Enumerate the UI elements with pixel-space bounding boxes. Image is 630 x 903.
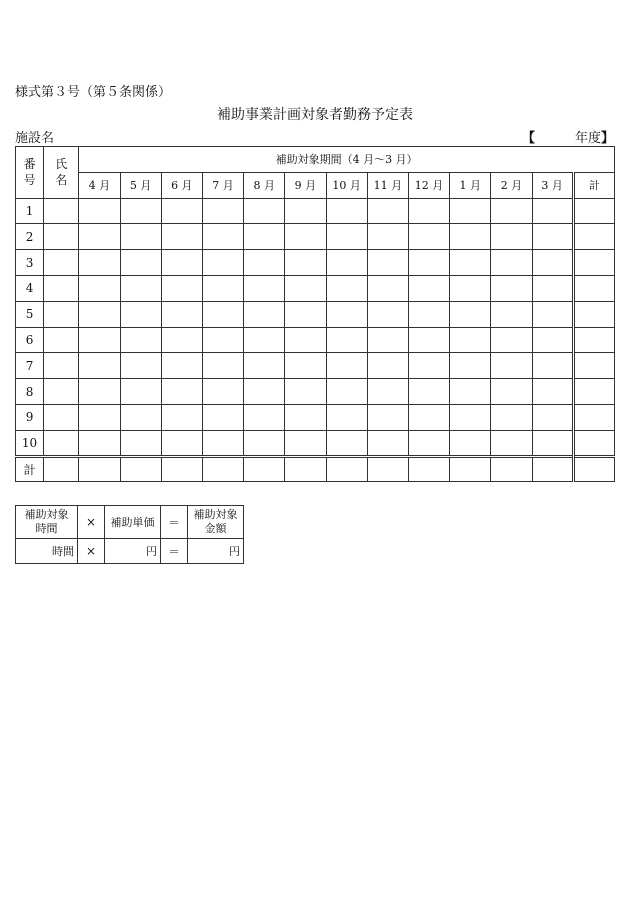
hours-cell[interactable] [450, 430, 491, 456]
hours-cell[interactable] [367, 301, 408, 327]
hours-cell[interactable] [408, 456, 449, 482]
hours-cell[interactable] [450, 275, 491, 301]
hours-value-cell[interactable]: 時間 [16, 539, 78, 564]
hours-cell[interactable] [532, 275, 573, 301]
hours-cell[interactable] [79, 404, 120, 430]
hours-cell[interactable] [450, 224, 491, 250]
hours-cell[interactable] [408, 353, 449, 379]
hours-cell[interactable] [367, 430, 408, 456]
hours-cell[interactable] [244, 353, 285, 379]
hours-cell[interactable] [161, 456, 202, 482]
hours-cell[interactable] [202, 250, 243, 276]
hours-cell[interactable] [202, 404, 243, 430]
amount-header: 補助対象 金額 [188, 506, 244, 539]
hours-cell[interactable] [450, 404, 491, 430]
table-row [16, 275, 615, 301]
month-header: 1 月 [450, 172, 491, 198]
row-total-cell[interactable] [573, 379, 614, 405]
hours-cell[interactable] [408, 404, 449, 430]
name-cell[interactable] [44, 456, 79, 482]
row-number: 3 [16, 250, 44, 276]
hours-cell[interactable] [79, 327, 120, 353]
hours-cell[interactable] [367, 353, 408, 379]
hours-cell[interactable] [79, 250, 120, 276]
hours-cell[interactable] [408, 379, 449, 405]
month-header: 5 月 [120, 172, 161, 198]
hours-cell[interactable] [491, 379, 532, 405]
hours-cell[interactable] [532, 301, 573, 327]
hours-cell[interactable] [161, 224, 202, 250]
row-total-cell[interactable] [573, 275, 614, 301]
hours-cell[interactable] [532, 456, 573, 482]
month-header: 7 月 [202, 172, 243, 198]
hours-cell[interactable] [367, 327, 408, 353]
table-row [16, 327, 615, 353]
hours-cell[interactable] [79, 353, 120, 379]
hours-cell[interactable] [202, 430, 243, 456]
hours-cell[interactable] [161, 250, 202, 276]
hours-cell[interactable] [244, 379, 285, 405]
hours-cell[interactable] [79, 456, 120, 482]
hours-cell[interactable] [326, 301, 367, 327]
name-cell[interactable] [44, 275, 79, 301]
row-number: 7 [16, 353, 44, 379]
hours-cell[interactable] [120, 301, 161, 327]
month-header-row [16, 172, 615, 198]
hours-cell[interactable] [244, 327, 285, 353]
hours-cell[interactable] [120, 198, 161, 224]
hours-cell[interactable] [450, 301, 491, 327]
hours-cell[interactable] [450, 198, 491, 224]
total-column-header: 計 [573, 172, 614, 198]
hours-cell[interactable] [326, 198, 367, 224]
row-total-cell[interactable] [573, 456, 614, 482]
table-row [16, 301, 615, 327]
hours-cell[interactable] [202, 224, 243, 250]
hours-cell[interactable] [367, 198, 408, 224]
hours-cell[interactable] [532, 379, 573, 405]
hours-cell[interactable] [161, 301, 202, 327]
hours-header: 補助対象 時間 [16, 506, 78, 539]
table-row [16, 224, 615, 250]
hours-cell[interactable] [367, 379, 408, 405]
row-number: 5 [16, 301, 44, 327]
hours-cell[interactable] [532, 430, 573, 456]
hours-cell[interactable] [202, 353, 243, 379]
hours-cell[interactable] [161, 198, 202, 224]
hours-cell[interactable] [120, 250, 161, 276]
name-cell[interactable] [44, 198, 79, 224]
hours-cell[interactable] [120, 430, 161, 456]
year-bracket-open: 【 [521, 131, 535, 146]
equals-sign: ＝ [161, 506, 188, 539]
hours-cell[interactable] [326, 224, 367, 250]
hours-cell[interactable] [491, 456, 532, 482]
row-number: 8 [16, 379, 44, 405]
hours-cell[interactable] [450, 250, 491, 276]
name-header: 氏 名 [44, 147, 79, 199]
hours-cell[interactable] [285, 404, 326, 430]
hours-cell[interactable] [326, 327, 367, 353]
hours-cell[interactable] [202, 301, 243, 327]
schedule-table [15, 146, 615, 482]
year-bracket-close: 】 [600, 131, 614, 146]
document-title: 補助事業計画対象者勤務予定表 [217, 107, 413, 123]
schedule-body [16, 198, 615, 482]
fiscal-year-field [522, 127, 614, 146]
hours-cell[interactable] [285, 379, 326, 405]
hours-cell[interactable] [161, 404, 202, 430]
hours-cell[interactable] [161, 353, 202, 379]
year-label: 年度 [574, 131, 601, 146]
row-number: 1 [16, 198, 44, 224]
hours-cell[interactable] [408, 198, 449, 224]
hours-cell[interactable] [285, 430, 326, 456]
hours-cell[interactable] [326, 430, 367, 456]
hours-cell[interactable] [450, 379, 491, 405]
hours-cell[interactable] [120, 327, 161, 353]
total-row [16, 456, 615, 482]
row-total-cell[interactable] [573, 353, 614, 379]
month-header: 4 月 [79, 172, 120, 198]
hours-cell[interactable] [120, 353, 161, 379]
hours-cell[interactable] [244, 224, 285, 250]
multiply-sign: × [78, 539, 105, 564]
hours-cell[interactable] [326, 404, 367, 430]
hours-cell[interactable] [367, 275, 408, 301]
hours-cell[interactable] [285, 275, 326, 301]
hours-cell[interactable] [367, 404, 408, 430]
name-cell[interactable] [44, 404, 79, 430]
hours-cell[interactable] [491, 430, 532, 456]
row-number: 9 [16, 404, 44, 430]
hours-cell[interactable] [202, 275, 243, 301]
hours-cell[interactable] [532, 327, 573, 353]
row-total-cell[interactable] [573, 430, 614, 456]
hours-cell[interactable] [491, 275, 532, 301]
hours-cell[interactable] [120, 404, 161, 430]
equals-sign: ＝ [161, 539, 188, 564]
month-header: 9 月 [285, 172, 326, 198]
hours-cell[interactable] [285, 456, 326, 482]
row-total-cell[interactable] [573, 327, 614, 353]
hours-cell[interactable] [244, 430, 285, 456]
hours-cell[interactable] [532, 353, 573, 379]
hours-cell[interactable] [120, 456, 161, 482]
hours-cell[interactable] [120, 379, 161, 405]
hours-cell[interactable] [408, 430, 449, 456]
hours-cell[interactable] [408, 327, 449, 353]
month-header: 3 月 [532, 172, 573, 198]
hours-cell[interactable] [532, 198, 573, 224]
unit-price-header: 補助単価 [105, 506, 161, 539]
hours-cell[interactable] [450, 327, 491, 353]
month-header: 11 月 [367, 172, 408, 198]
hours-cell[interactable] [79, 275, 120, 301]
hours-cell[interactable] [244, 404, 285, 430]
hours-cell[interactable] [285, 250, 326, 276]
hours-cell[interactable] [244, 198, 285, 224]
hours-cell[interactable] [120, 275, 161, 301]
month-header: 12 月 [408, 172, 449, 198]
name-cell[interactable] [44, 379, 79, 405]
hours-cell[interactable] [79, 379, 120, 405]
table-row [16, 198, 615, 224]
month-header: 10 月 [326, 172, 367, 198]
hours-cell[interactable] [491, 327, 532, 353]
calculation-table [15, 505, 244, 564]
name-cell[interactable] [44, 250, 79, 276]
hours-cell[interactable] [285, 301, 326, 327]
row-number: 6 [16, 327, 44, 353]
table-row [16, 379, 615, 405]
hours-cell[interactable] [285, 353, 326, 379]
period-header: 補助対象期間（4 月～3 月） [79, 147, 615, 173]
hours-cell[interactable] [285, 224, 326, 250]
hours-cell[interactable] [491, 353, 532, 379]
hours-cell[interactable] [532, 250, 573, 276]
row-number: 4 [16, 275, 44, 301]
hours-cell[interactable] [244, 456, 285, 482]
hours-cell[interactable] [161, 275, 202, 301]
hours-cell[interactable] [408, 301, 449, 327]
name-cell[interactable] [44, 301, 79, 327]
number-header: 番 号 [16, 147, 44, 199]
hours-cell[interactable] [491, 224, 532, 250]
name-cell[interactable] [44, 430, 79, 456]
hours-cell[interactable] [326, 456, 367, 482]
hours-cell[interactable] [326, 250, 367, 276]
table-row [16, 250, 615, 276]
facility-name-label: 施設名 [15, 131, 55, 146]
hours-cell[interactable] [367, 456, 408, 482]
hours-cell[interactable] [326, 379, 367, 405]
row-total-cell[interactable] [573, 250, 614, 276]
hours-cell[interactable] [326, 353, 367, 379]
row-total-cell[interactable] [573, 301, 614, 327]
hours-cell[interactable] [244, 250, 285, 276]
hours-cell[interactable] [450, 353, 491, 379]
name-cell[interactable] [44, 353, 79, 379]
hours-cell[interactable] [120, 224, 161, 250]
hours-cell[interactable] [285, 198, 326, 224]
amount-value-cell[interactable]: 円 [188, 539, 244, 564]
hours-cell[interactable] [450, 456, 491, 482]
hours-cell[interactable] [408, 275, 449, 301]
hours-cell[interactable] [326, 275, 367, 301]
table-row [16, 430, 615, 456]
row-number: 10 [16, 430, 44, 456]
month-header: 6 月 [161, 172, 202, 198]
hours-cell[interactable] [367, 224, 408, 250]
row-total-cell[interactable] [573, 404, 614, 430]
hours-cell[interactable] [491, 404, 532, 430]
name-cell[interactable] [44, 224, 79, 250]
table-row [16, 353, 615, 379]
hours-cell[interactable] [202, 198, 243, 224]
hours-cell[interactable] [408, 250, 449, 276]
hours-cell[interactable] [161, 327, 202, 353]
unit-price-value-cell[interactable]: 円 [105, 539, 161, 564]
hours-cell[interactable] [161, 430, 202, 456]
hours-cell[interactable] [79, 198, 120, 224]
row-total-cell[interactable] [573, 224, 614, 250]
month-header: 2 月 [491, 172, 532, 198]
hours-cell[interactable] [285, 327, 326, 353]
hours-cell[interactable] [202, 379, 243, 405]
hours-cell[interactable] [79, 301, 120, 327]
row-number: 2 [16, 224, 44, 250]
month-header: 8 月 [244, 172, 285, 198]
hours-cell[interactable] [202, 456, 243, 482]
form-number: 様式第３号（第５条関係） [15, 85, 172, 100]
hours-cell[interactable] [79, 224, 120, 250]
multiply-sign: × [78, 506, 105, 539]
hours-cell[interactable] [367, 250, 408, 276]
hours-cell[interactable] [202, 327, 243, 353]
hours-cell[interactable] [408, 224, 449, 250]
hours-cell[interactable] [161, 379, 202, 405]
table-row [16, 404, 615, 430]
hours-cell[interactable] [491, 301, 532, 327]
hours-cell[interactable] [532, 224, 573, 250]
hours-cell[interactable] [532, 404, 573, 430]
total-row-label: 計 [16, 456, 44, 482]
hours-cell[interactable] [491, 250, 532, 276]
name-cell[interactable] [44, 327, 79, 353]
hours-cell[interactable] [79, 430, 120, 456]
hours-cell[interactable] [244, 275, 285, 301]
hours-cell[interactable] [244, 301, 285, 327]
hours-cell[interactable] [491, 198, 532, 224]
row-total-cell[interactable] [573, 198, 614, 224]
